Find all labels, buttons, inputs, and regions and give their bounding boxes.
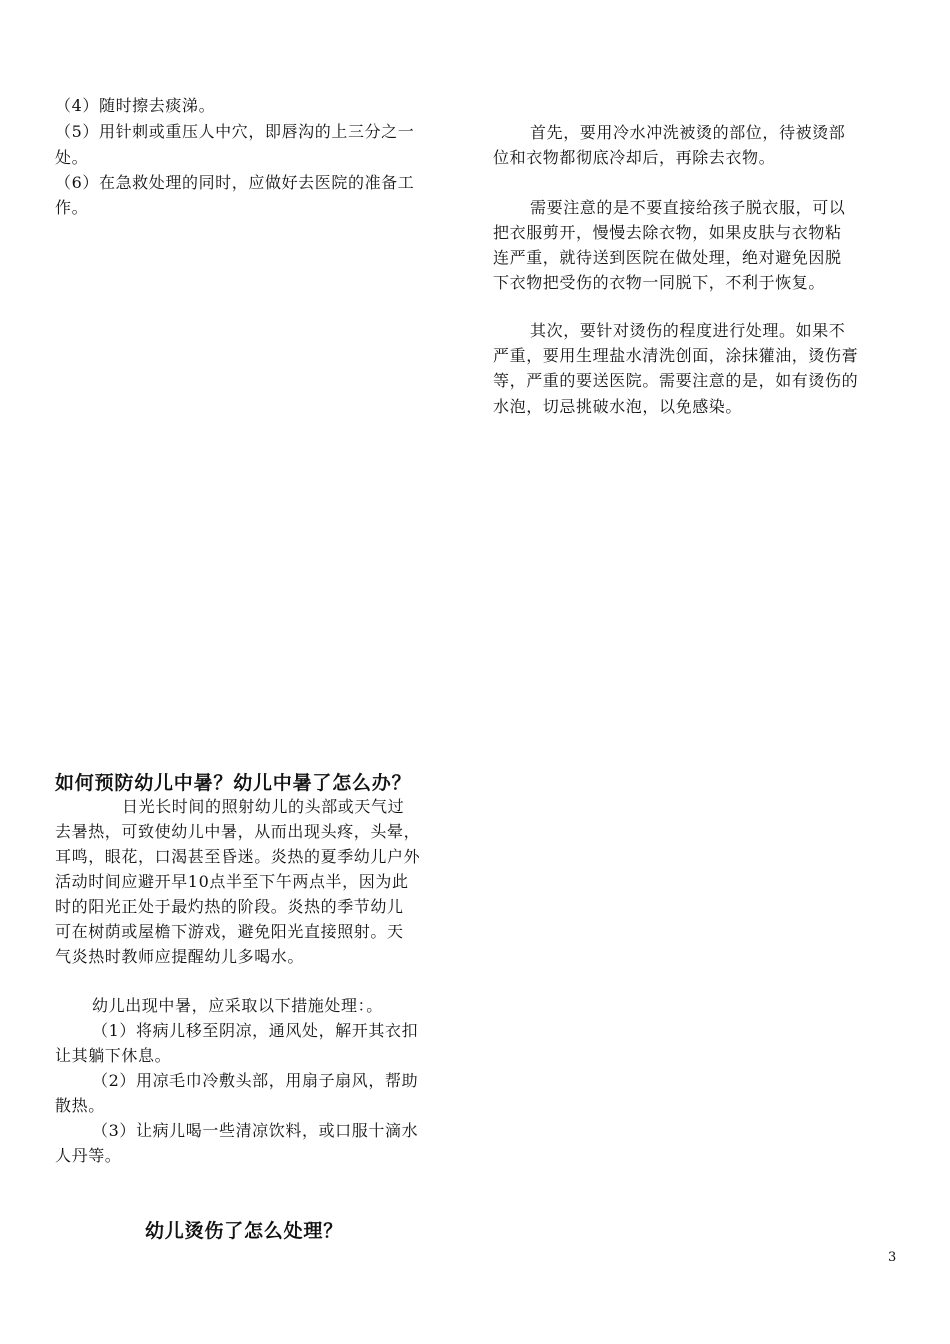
burn-para-3-line-1: 其次，要针对烫伤的程度进行处理。如果不 bbox=[530, 321, 846, 340]
burn-heading: 幼儿烫伤了怎么处理？ bbox=[145, 1220, 344, 1242]
burn-para-2-line-2: 把衣服剪开，慢慢去除衣物，如果皮肤与衣物粘 bbox=[493, 223, 842, 242]
heatstroke-step-1: （1）将病儿移至阴凉，通风处，解开其衣扣 bbox=[92, 1021, 419, 1040]
heatstroke-step-3-cont: 人丹等。 bbox=[55, 1146, 122, 1165]
heatstroke-heading: 如何预防幼儿中暑？幼儿中暑了怎么办？ bbox=[55, 772, 412, 794]
burn-para-2-line-1: 需要注意的是不要直接给孩子脱衣服，可以 bbox=[530, 198, 846, 217]
heatstroke-para-1-line-6: 可在树荫或屋檐下游戏，避免阳光直接照射。天 bbox=[55, 922, 404, 941]
burn-para-2-line-3: 连严重，就待送到医院在做处理，绝对避免因脱 bbox=[493, 248, 842, 267]
heatstroke-para-1-line-5: 时的阳光正处于最灼热的阶段。炎热的季节幼儿 bbox=[55, 897, 404, 916]
burn-para-2-line-4: 下衣物把受伤的衣物一同脱下，不利于恢复。 bbox=[493, 273, 826, 292]
burn-para-3-line-2: 严重，要用生理盐水清洗创面，涂抹獾油，烫伤膏 bbox=[493, 346, 859, 365]
list-item-4: （4）随时擦去痰涕。 bbox=[55, 96, 216, 115]
heatstroke-para-1-line-4: 活动时间应避开早10点半至下午两点半，因为此 bbox=[55, 872, 409, 891]
burn-para-1-line-2: 位和衣物都彻底冷却后，再除去衣物。 bbox=[493, 148, 776, 167]
heatstroke-step-3: （3）让病儿喝一些清凉饮料，或口服十滴水 bbox=[92, 1121, 419, 1140]
list-item-6: （6）在急救处理的同时，应做好去医院的准备工 bbox=[55, 173, 415, 192]
heatstroke-para-1-line-3: 耳鸣，眼花，口渴甚至昏迷。炎热的夏季幼儿户外 bbox=[55, 847, 421, 866]
list-item-5: （5）用针刺或重压人中穴，即唇沟的上三分之一 bbox=[55, 122, 415, 141]
heatstroke-para-1-line-1: 日光长时间的照射幼儿的头部或天气过 bbox=[122, 797, 405, 816]
heatstroke-step-2-cont: 散热。 bbox=[55, 1096, 105, 1115]
page-number: 3 bbox=[888, 1250, 897, 1265]
burn-para-1-line-1: 首先，要用冷水冲洗被烫的部位，待被烫部 bbox=[530, 123, 846, 142]
heatstroke-para-1-line-7: 气炎热时教师应提醒幼儿多喝水。 bbox=[55, 947, 305, 966]
burn-para-3-line-3: 等，严重的要送医院。需要注意的是，如有烫伤的 bbox=[493, 371, 859, 390]
heatstroke-step-2: （2）用凉毛巾冷敷头部，用扇子扇风，帮助 bbox=[92, 1071, 419, 1090]
heatstroke-para-2-line-1: 幼儿出现中暑，应采取以下措施处理：。 bbox=[92, 996, 383, 1015]
heatstroke-step-1-cont: 让其躺下休息。 bbox=[55, 1046, 172, 1065]
burn-para-3-line-4: 水泡，切忌挑破水泡，以免感染。 bbox=[493, 397, 743, 416]
heatstroke-para-1-line-2: 去暑热，可致使幼儿中暑，从而出现头疼，头晕， bbox=[55, 822, 421, 841]
list-item-6-cont: 作。 bbox=[55, 198, 89, 217]
list-item-5-cont: 处。 bbox=[55, 148, 89, 167]
